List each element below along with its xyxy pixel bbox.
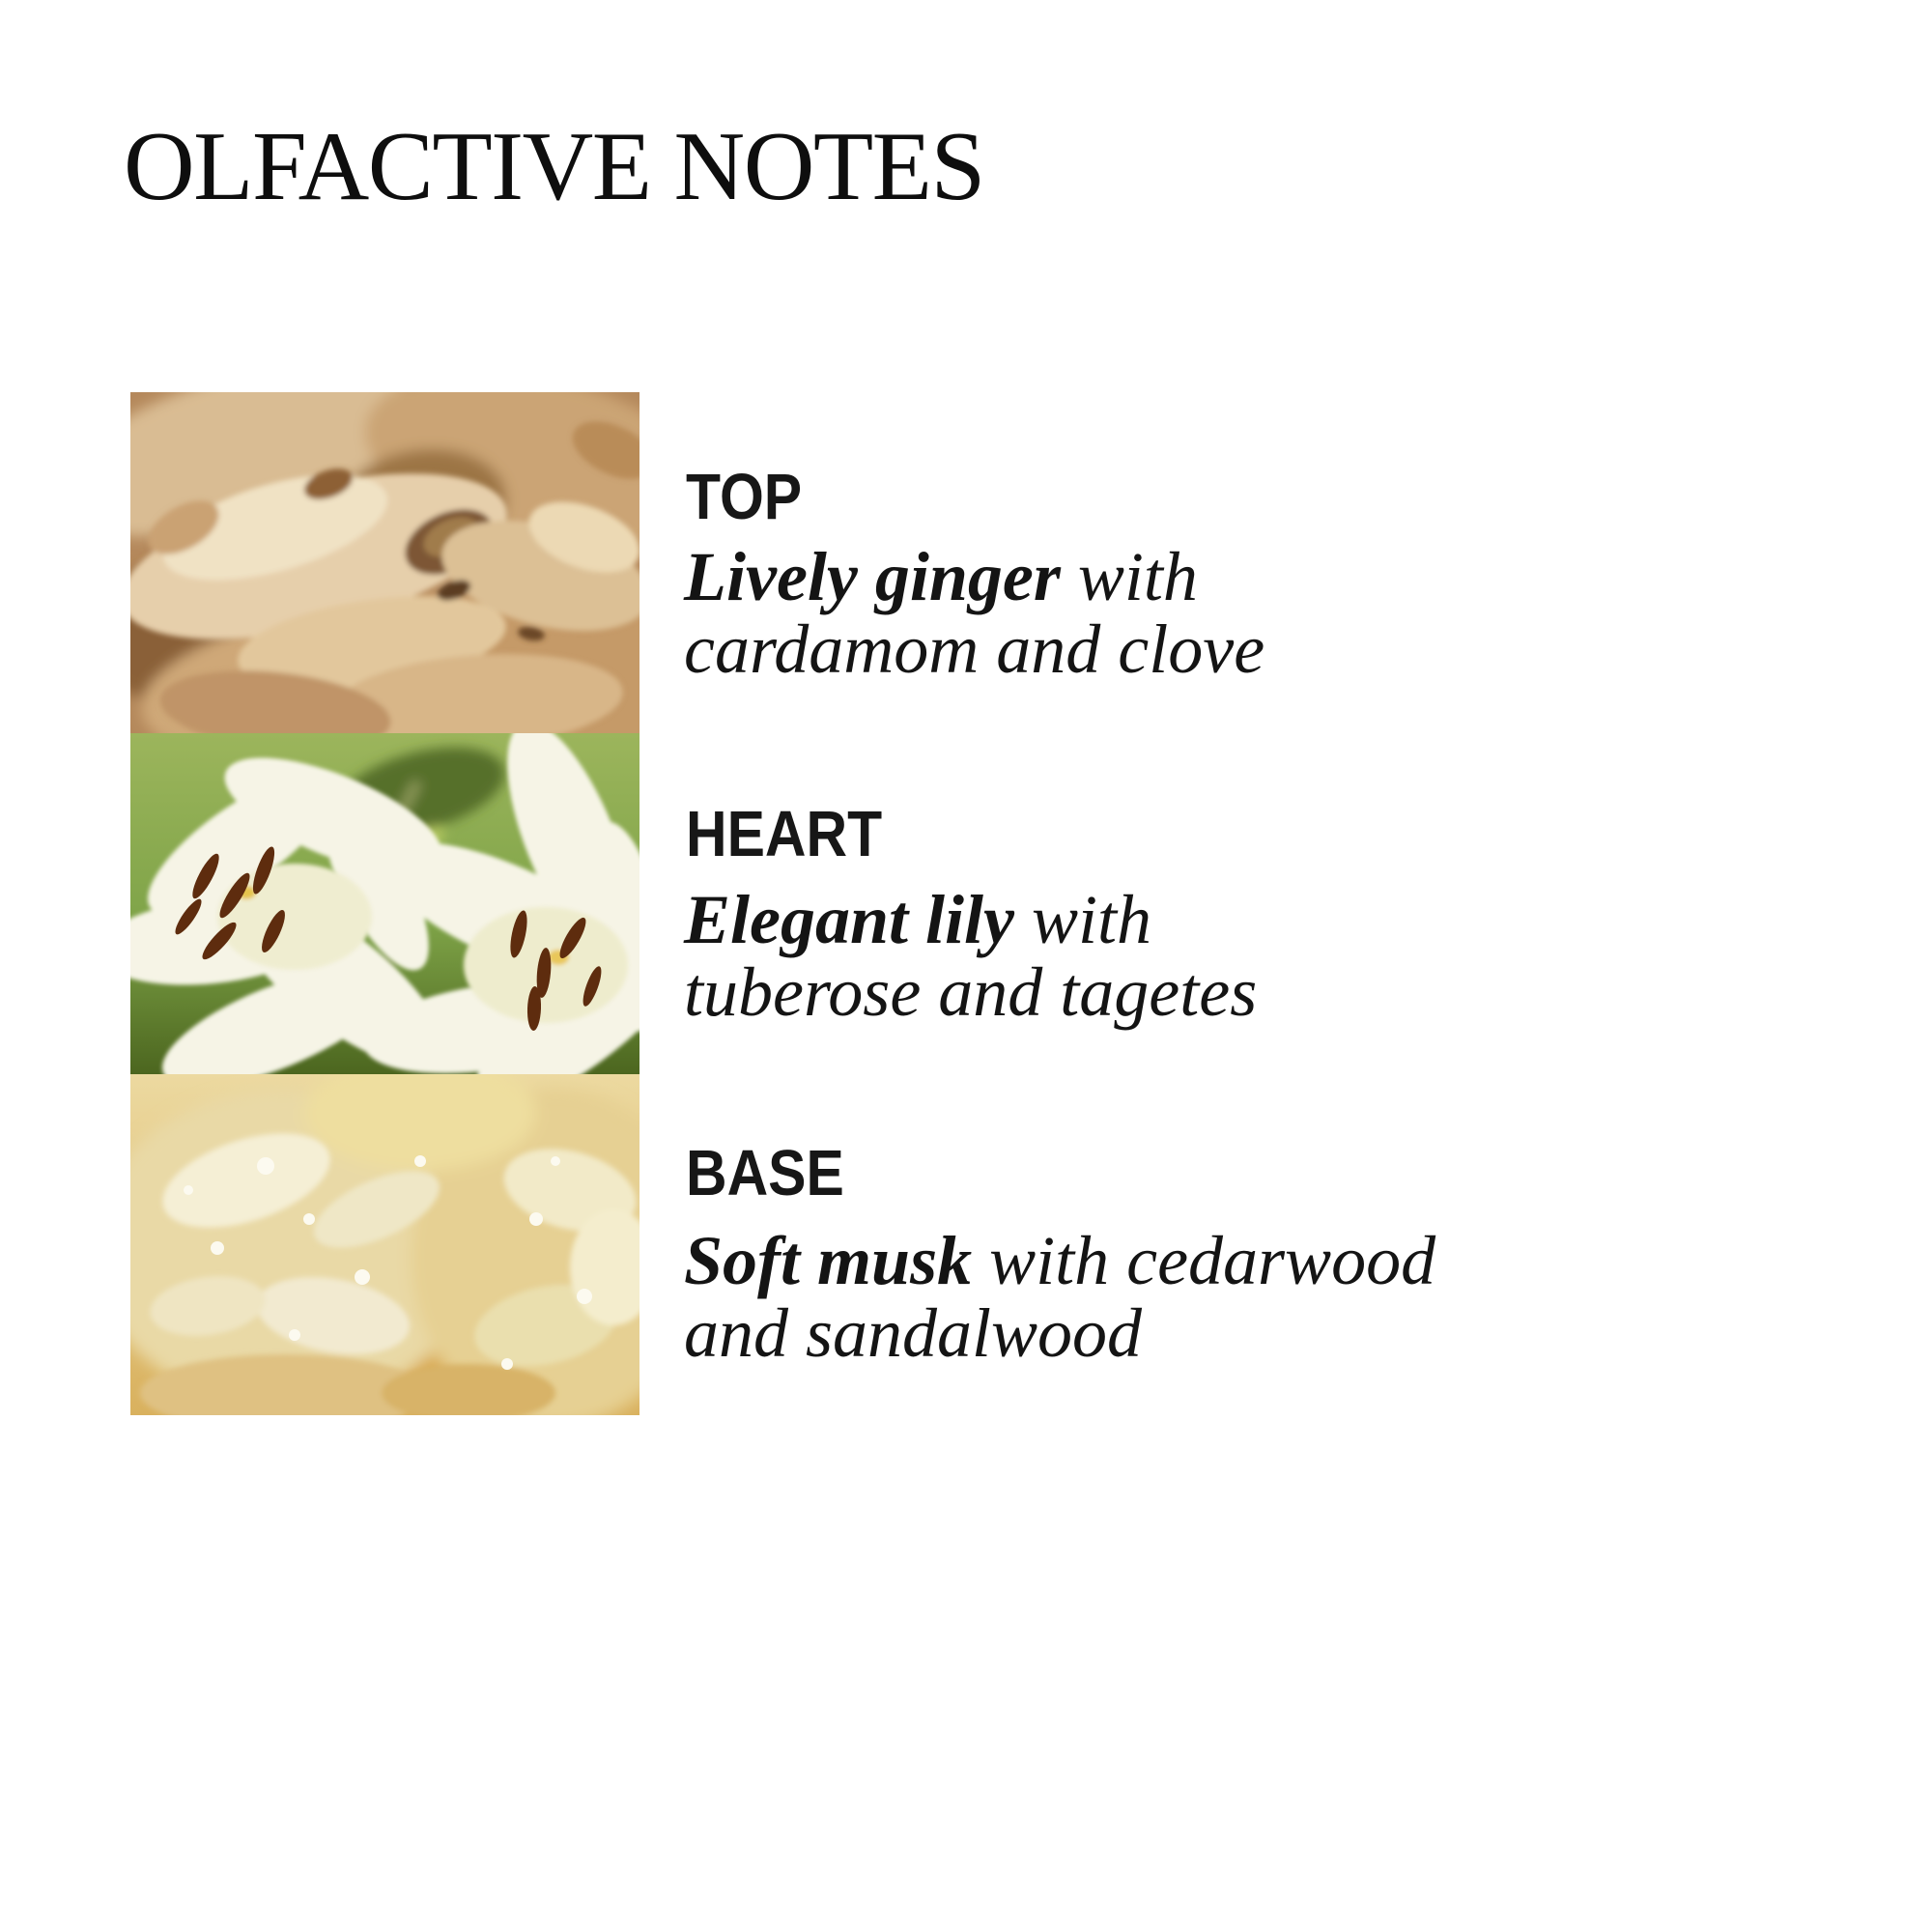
heart-note-heading [686, 798, 909, 870]
musk-amber-crystals-image [130, 1074, 639, 1415]
ginger-roots-image [130, 392, 639, 733]
heart-note-description [684, 881, 1258, 1031]
heart-note-line2: tuberose and tagetes [684, 953, 1258, 1031]
base-note-line2: and sandalwood [684, 1294, 1143, 1372]
base-note-heading [686, 1137, 866, 1209]
base-note-line1 [684, 1222, 1436, 1299]
heart-note-line1-rest: with [1014, 881, 1152, 958]
top-note-heading [686, 461, 818, 533]
white-lily-image [130, 733, 639, 1074]
page-title: OLFACTIVE NOTES [124, 112, 984, 221]
base-note-line1-rest: with cedarwood [972, 1222, 1436, 1299]
heart-note-heading-label: HEART [686, 798, 883, 870]
base-note-heading-label: BASE [686, 1137, 844, 1209]
ginger-roots-illustration [130, 392, 639, 733]
top-note-heading-label: TOP [686, 461, 803, 533]
top-note-line1 [684, 538, 1264, 615]
heart-note-line1 [684, 881, 1257, 958]
white-lily-illustration [130, 733, 639, 1074]
top-note-description [684, 538, 1265, 688]
top-note-line2: cardamom and clove [684, 611, 1265, 688]
base-note-accord: Soft musk [684, 1222, 973, 1299]
heart-note-accord: Elegant lily [684, 881, 1014, 958]
musk-amber-crystals-illustration [130, 1074, 639, 1415]
base-note-description [684, 1222, 1436, 1372]
top-note-accord: Lively ginger [684, 538, 1061, 615]
top-note-line1-rest: with [1060, 538, 1198, 615]
